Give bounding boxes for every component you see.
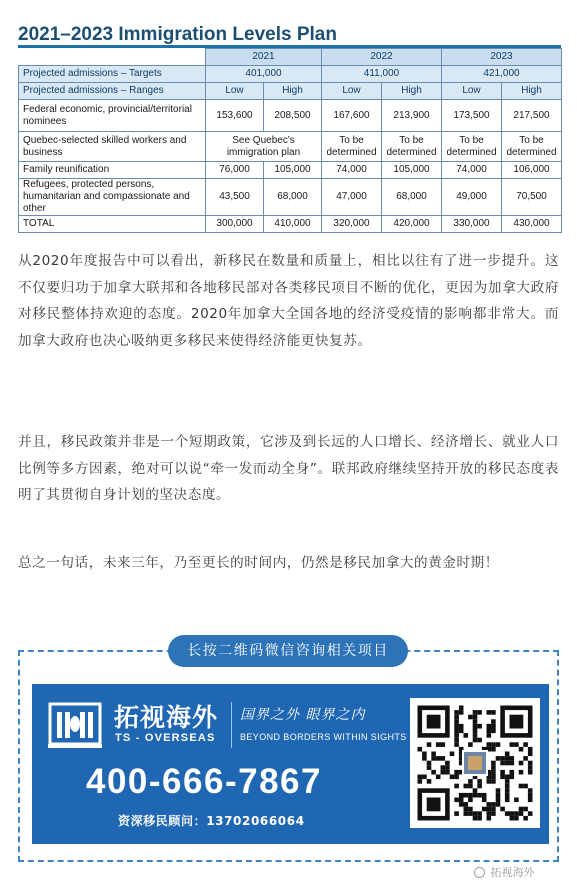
table-cell: 70,500 — [502, 179, 562, 216]
table-row — [19, 179, 562, 216]
total-cell: 410,000 — [264, 216, 322, 233]
table-cell: 76,000 — [206, 162, 264, 179]
target-2021: 401,000 — [206, 66, 322, 83]
article-paragraph-3: 总之一句话，未来三年，乃至更长的时间内，仍然是移民加拿大的黄金时期！ — [18, 555, 499, 571]
target-2022: 411,000 — [322, 66, 442, 83]
ranges-row — [19, 83, 562, 100]
brand-divider — [231, 702, 232, 748]
qr-code-icon[interactable] — [410, 698, 540, 828]
quebec-plan-note: See Quebec's immigration plan — [206, 132, 322, 162]
year-2023: 2023 — [442, 49, 562, 66]
range-header: High — [264, 83, 322, 100]
table-cell: 74,000 — [442, 162, 502, 179]
cta-consult-pill: 长按二维码微信咨询相关项目 — [168, 635, 408, 667]
row-label: Family reunification — [19, 162, 206, 179]
article-paragraph-2: 并且，移民政策并非是一个短期政策，它涉及到长远的人口增长、经济增长、就业人口比例等多方因素，绝对可以说“牵一发而动全身”。联邦政府继续坚持开放的移民态度表明了其贯彻自身计划的坚决态度。 — [18, 434, 559, 503]
total-cell: 320,000 — [322, 216, 382, 233]
targets-row — [19, 66, 562, 83]
table-cell: 68,000 — [382, 179, 442, 216]
year-header-row — [19, 49, 562, 66]
range-header: Low — [442, 83, 502, 100]
table-cell: 49,000 — [442, 179, 502, 216]
row-label: Quebec-selected skilled workers and business — [19, 132, 206, 162]
table-cell: 105,000 — [382, 162, 442, 179]
table-cell: 105,000 — [264, 162, 322, 179]
slogan-en: BEYOND BORDERS WITHIN SIGHTS — [240, 732, 407, 742]
range-header: High — [382, 83, 442, 100]
target-2023: 421,000 — [442, 66, 562, 83]
table-row — [19, 162, 562, 179]
table-cell: 68,000 — [264, 179, 322, 216]
range-header: Low — [206, 83, 264, 100]
table-cell: 217,500 — [502, 100, 562, 132]
total-cell: 420,000 — [382, 216, 442, 233]
range-header: Low — [322, 83, 382, 100]
year-2021: 2021 — [206, 49, 322, 66]
table-cell: 167,600 — [322, 100, 382, 132]
table-cell: To be determined — [382, 132, 442, 162]
wechat-icon — [474, 867, 485, 878]
watermark — [474, 864, 535, 880]
table-cell: To be determined — [502, 132, 562, 162]
article-paragraph-1: 从2020年度报告中可以看出，新移民在数量和质量上，相比以往有了进一步提升。这不仅要归功于加拿大联邦和各地移民部对各类移民项目不断的优化，更因为加拿大政府对移民整体持欢迎的态度。2020年加拿大全国各地的经济受疫情的影响都非常大。而加拿大政府也决心吸纳更多移民来使得经济能更快复苏。 — [18, 253, 559, 349]
advisor-contact: 资深移民顾问：13702066064 — [118, 814, 305, 828]
table-cell: 43,500 — [206, 179, 264, 216]
table-title: 2021–2023 Immigration Levels Plan — [18, 24, 337, 45]
ranges-label: Projected admissions – Ranges — [19, 83, 206, 100]
immigration-levels-table — [18, 48, 562, 233]
total-cell: 300,000 — [206, 216, 264, 233]
slogan-cn: 国界之外 眼界之内 — [240, 707, 366, 723]
watermark-text: 拓视海外 — [490, 866, 535, 879]
year-2022: 2022 — [322, 49, 442, 66]
table-cell: 213,900 — [382, 100, 442, 132]
table-cell: 208,500 — [264, 100, 322, 132]
total-row — [19, 216, 562, 233]
table-cell: 74,000 — [322, 162, 382, 179]
table-cell: 106,000 — [502, 162, 562, 179]
hotline-number[interactable]: 400-666-7867 — [86, 762, 322, 801]
total-cell: 430,000 — [502, 216, 562, 233]
brand-name-en: TS - OVERSEAS — [115, 732, 216, 744]
table-row — [19, 100, 562, 132]
table-cell: To be determined — [442, 132, 502, 162]
table-cell: 47,000 — [322, 179, 382, 216]
table-cell: 173,500 — [442, 100, 502, 132]
row-label: Refugees, protected persons, humanitarian and compassionate and other — [19, 179, 206, 216]
total-cell: 330,000 — [442, 216, 502, 233]
table-row — [19, 132, 562, 162]
table-cell: 153,600 — [206, 100, 264, 132]
range-header: High — [502, 83, 562, 100]
brand-name-cn: 拓视海外 — [114, 703, 219, 732]
total-label: TOTAL — [19, 216, 206, 233]
logo-book-icon — [48, 702, 102, 750]
row-label: Federal economic, provincial/territorial nominees — [19, 100, 206, 132]
targets-label: Projected admissions – Targets — [19, 66, 206, 83]
brand-banner — [32, 684, 549, 844]
table-cell: To be determined — [322, 132, 382, 162]
